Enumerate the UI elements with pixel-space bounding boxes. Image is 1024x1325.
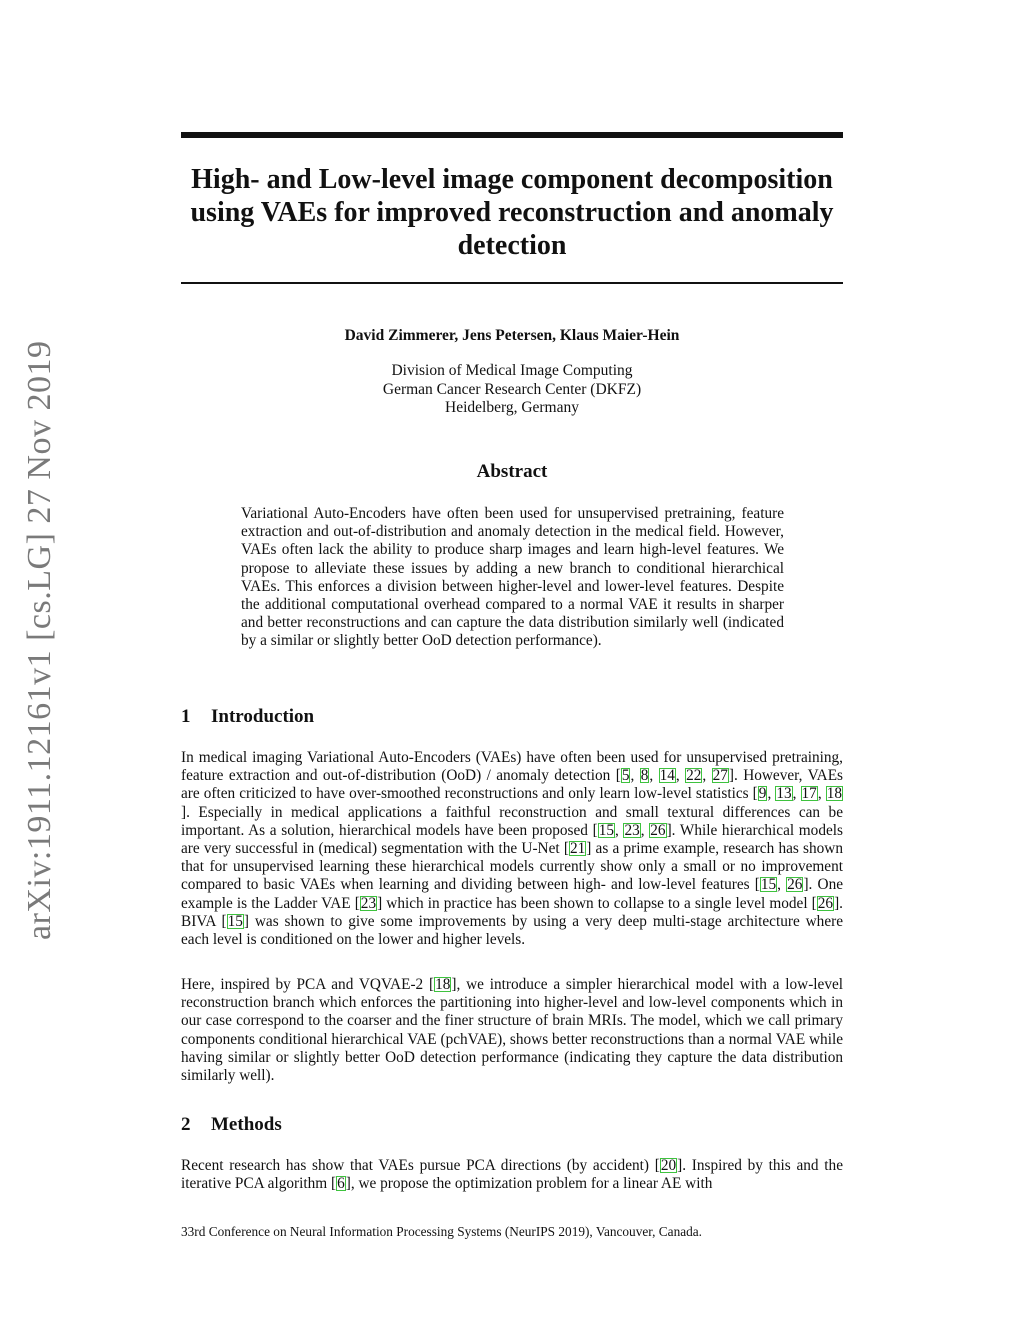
citation-link[interactable]: 15	[760, 876, 777, 894]
text-run: ] as a prime example, research has shown that for unsupervised learning these hierarchical models currently show only a small or no improvement compared to basic VAEs when learning and dividing between high- and low-level features [	[181, 840, 843, 894]
citation-link[interactable]: 23	[360, 894, 377, 912]
citation-link[interactable]: 5	[621, 767, 630, 785]
citation-link[interactable]: 21	[569, 840, 586, 858]
text-run: ] was shown to give some improvements by using a very deep multi-stage architecture where each level is conditioned on the lower and higher levels.	[181, 912, 843, 949]
intro-paragraph-2	[181, 976, 843, 1085]
citation-link[interactable]: 26	[650, 821, 666, 839]
citation-link[interactable]: 15	[227, 912, 243, 930]
text-run: In medical imaging Variational Auto-Encoders (VAEs) have often been used for unsupervised pretraining, feature extraction and out-of-distribution (OoD) / anomaly detection [	[181, 749, 843, 785]
citation-link[interactable]: 18	[826, 785, 842, 803]
text-run: ]. One example is the Ladder VAE [	[181, 876, 844, 912]
intro-paragraph-1: In medical imaging Variational Auto-Encoders (VAEs) have often been used for unsupervised pretraining, feature extraction and out-of-distribution (OoD) / anomaly detection [5, 8, 14, 22, 27]. However, VAEs are often criticized to have over-smoothed reconstructions and only learn low-level statistics [9, 13, 17, 18]. Especially in medical applications a faithful reconstruction and small textural differences can be important. As a solution, hierarchical models have been proposed [15, 23, 26]. While hierarchical models are very successful in (medical) segmentation with the U-Net [21] as a prime example, research has shown that for unsupervised learning these hierarchical models currently show only a small or no improvement compared to basic VAEs when learning and dividing between high- and low-level features [15, 26]. One example is the Ladder VAE [23] which in practice has been shown to collapse to a single level model [26]. BIVA [15] was shown to give some improvements by using a very deep multi-stage architecture where each level is conditioned on the lower and higher levels.	[181, 749, 844, 949]
citation-link[interactable]: 22	[686, 767, 702, 785]
citation-link[interactable]: 23	[624, 821, 640, 839]
text-run: ]. Inspired by this and the iterative PCA algorithm [	[181, 1157, 843, 1193]
title-line-3: detection	[457, 230, 567, 261]
section-number: 2	[181, 1114, 191, 1135]
paper-title	[181, 163, 843, 262]
section-heading-introduction	[181, 706, 314, 728]
citation-link[interactable]: 8	[640, 767, 649, 785]
abstract-heading: Abstract	[476, 461, 548, 482]
section-heading-methods	[181, 1114, 282, 1136]
citation-link[interactable]: 20	[660, 1157, 677, 1174]
citation-link[interactable]: 15	[598, 821, 614, 839]
arxiv-identifier: arXiv:1911.12161v1 [cs.LG] 27 Nov 2019	[21, 340, 58, 940]
citation-link[interactable]: 18	[435, 976, 451, 993]
section-title: Introduction	[211, 706, 315, 727]
title-bottom-rule	[181, 282, 843, 284]
text-run: ] which in practice has been shown to collapse to a single level model [	[377, 894, 817, 912]
methods-paragraph-1	[181, 1157, 843, 1193]
text-run: ]. However, VAEs are often criticized to have over-smoothed reconstructions and only learn low-level statistics [	[181, 767, 843, 803]
section-number: 1	[181, 706, 191, 727]
author-list: David Zimmerer, Jens Petersen, Klaus Maier-Hein	[344, 327, 680, 344]
title-line-1: High- and Low-level image component decomposition	[191, 164, 833, 195]
citation-link[interactable]: 13	[776, 785, 792, 803]
citation-link[interactable]: 26	[817, 894, 834, 912]
affiliation-line-institute: German Cancer Research Center (DKFZ)	[382, 380, 642, 398]
text-run: Here, inspired by PCA and VQVAE-2 [	[181, 976, 435, 993]
affiliation-block	[181, 362, 843, 418]
text-run: ]. While hierarchical models are very successful in (medical) segmentation with the U-Net [	[181, 821, 843, 858]
conference-footnote: 33rd Conference on Neural Information Processing Systems (NeurIPS 2019), Vancouver, Canada.	[181, 1224, 702, 1239]
text-run: Recent research has show that VAEs pursue PCA directions (by accident) [	[181, 1157, 660, 1174]
section-title: Methods	[211, 1114, 282, 1135]
citation-link[interactable]: 14	[659, 767, 675, 785]
citation-link[interactable]: 27	[712, 767, 728, 785]
citation-link[interactable]: 6	[337, 1175, 345, 1193]
text-run: ]. BIVA [	[181, 894, 843, 930]
title-line-2: using VAEs for improved reconstruction and anomaly	[190, 197, 834, 228]
citation-link[interactable]: 9	[758, 785, 767, 803]
citation-link[interactable]: 17	[801, 785, 817, 803]
abstract-text: Variational Auto-Encoders have often been used for unsupervised pretraining, feature extraction and out-of-distribution and anomaly detection in the medical field. However, VAEs often lack the ability to produce sharp images and learn high-level features. We propose to alleviate these issues by adding a new branch to conditional hierarchical VAEs. This enforces a division between higher-level and lower-level features. Despite the additional computational overhead compared to a normal VAE it results in sharper and better reconstructions and can capture the data distribution similarly well (indicated by a similar or slightly better OoD detection performance).	[241, 505, 784, 650]
affiliation-line-location: Heidelberg, Germany	[445, 399, 579, 416]
text-run: ]. Especially in medical applications a faithful reconstruction and small textural differences can be important. As a solution, hierarchical models have been proposed [	[181, 803, 843, 839]
affiliation-line-division: Division of Medical Image Computing	[391, 362, 633, 379]
text-run: ], we introduce a simpler hierarchical model with a low-level reconstruction branch which enforces the partitioning into higher-level and low-level components which in our case correspond to the coarser and the finer structure of brain MRIs. The model, which we call primary components conditional hierarchical VAE (pchVAE), shows better reconstructions than a normal VAE while having similar or slightly better OoD detection performance (indicating they capture the data distribution similarly well).	[181, 976, 844, 1085]
text-run: ], we propose the optimization problem for a linear AE with	[345, 1175, 713, 1193]
citation-link[interactable]: 26	[787, 876, 803, 894]
title-top-rule	[181, 132, 843, 138]
